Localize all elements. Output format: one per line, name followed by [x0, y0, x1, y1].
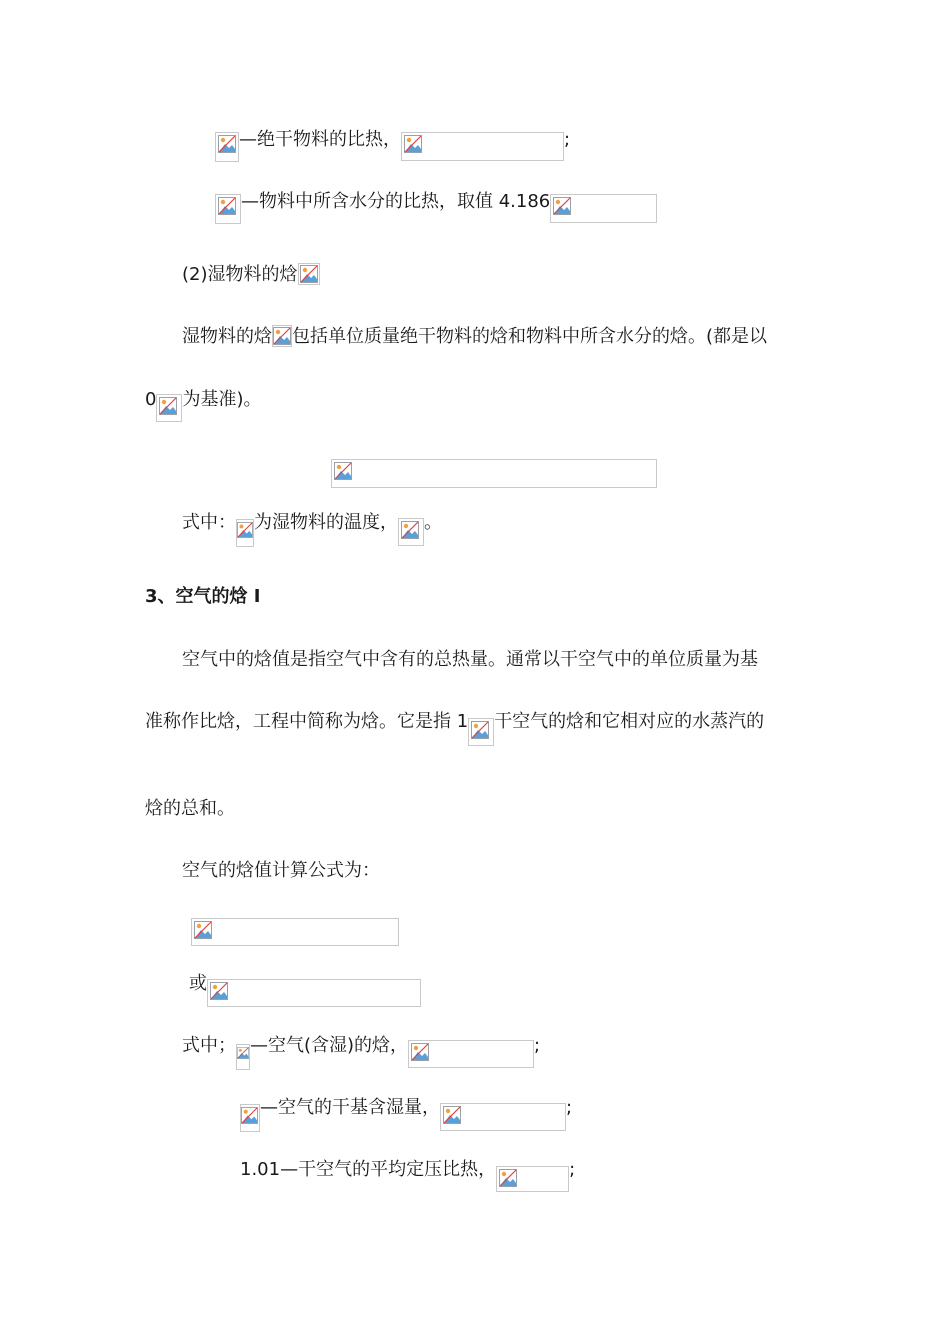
formula-image — [191, 918, 399, 946]
definition-text: —绝干物料的比热， — [239, 129, 401, 150]
broken-image-icon — [300, 265, 318, 283]
formula-image — [298, 263, 320, 285]
broken-image-icon — [241, 1107, 258, 1124]
subsection-title: (2)湿物料的焓 — [182, 264, 298, 285]
semicolon: ; — [569, 1159, 576, 1180]
definition-text: —空气的干基含湿量， — [260, 1097, 440, 1118]
formula-alternative — [189, 972, 421, 1007]
section-heading — [145, 585, 261, 609]
paragraph-air-enthalpy-2 — [145, 710, 764, 746]
paragraph-formula-intro — [182, 859, 380, 883]
broken-image-icon — [159, 397, 177, 415]
unit-image — [440, 1103, 566, 1131]
where-label: 式中： — [182, 512, 236, 533]
paragraph-text: 包括单位质量绝干物料的焓和物料中所含水分的焓。(都是以 — [292, 326, 768, 347]
broken-image-icon — [194, 921, 212, 939]
definition-moisture-content — [240, 1096, 572, 1132]
unit-image — [468, 718, 494, 746]
semicolon: ; — [534, 1035, 541, 1056]
section-title: 3、空气的焓 I — [145, 586, 261, 607]
paragraph-text: 空气的焓值计算公式为： — [182, 860, 380, 881]
broken-image-icon — [218, 135, 236, 153]
formula-image — [236, 519, 254, 547]
semicolon: ; — [566, 1097, 573, 1118]
formula-image — [272, 325, 292, 347]
definition-air-enthalpy — [182, 1034, 540, 1070]
period: 。 — [424, 512, 442, 533]
where-clause-temperature — [182, 511, 442, 547]
definition-dry-air-specific-heat — [240, 1158, 575, 1192]
paragraph-text: 0 — [145, 389, 157, 410]
definition-text: —物料中所含水分的比热，取值 4.186 — [241, 191, 551, 212]
broken-image-icon — [218, 197, 236, 215]
unit-image — [401, 132, 564, 161]
where-label: 式中； — [182, 1035, 236, 1056]
broken-image-icon — [411, 1043, 429, 1061]
paragraph-text: 空气中的焓值是指空气中含有的总热量。通常以干空气中的单位质量为基 — [182, 649, 758, 670]
paragraph-wet-material-enthalpy — [182, 325, 767, 349]
formula-image — [398, 518, 424, 546]
where-text: 为湿物料的温度， — [254, 512, 398, 533]
broken-image-icon — [443, 1106, 461, 1124]
broken-image-icon — [273, 327, 291, 345]
formula-block — [191, 918, 399, 946]
formula-image — [331, 459, 657, 488]
broken-image-icon — [471, 721, 489, 739]
paragraph-text: 干空气的焓和它相对应的水蒸汽的 — [494, 711, 765, 732]
definition-dry-material-specific-heat — [215, 128, 570, 162]
formula-image — [207, 979, 421, 1007]
paragraph-reference-temperature — [145, 388, 261, 422]
formula-block — [331, 459, 657, 488]
unit-image — [408, 1040, 534, 1068]
unit-image — [496, 1166, 569, 1192]
paragraph-text: 为基准)。 — [182, 389, 262, 410]
definition-text: 1.01—干空气的平均定压比热， — [240, 1159, 497, 1180]
paragraph-text: 准称作比焓，工程中简称为焓。它是指 1 — [145, 711, 469, 732]
paragraph-air-enthalpy-1 — [182, 648, 758, 672]
paragraph-text: 湿物料的焓 — [182, 326, 272, 347]
formula-image — [215, 194, 241, 224]
definition-text: —空气(含湿)的焓， — [250, 1035, 409, 1056]
semicolon: ; — [564, 129, 571, 150]
formula-image — [236, 1044, 250, 1070]
broken-image-icon — [334, 462, 352, 480]
formula-image — [240, 1104, 260, 1132]
broken-image-icon — [401, 521, 419, 539]
unit-image — [550, 194, 657, 223]
broken-image-icon — [404, 135, 422, 153]
formula-image — [156, 394, 182, 422]
broken-image-icon — [553, 197, 571, 215]
broken-image-icon — [237, 1047, 249, 1059]
formula-image — [215, 132, 239, 162]
subsection-wet-material-enthalpy — [182, 263, 320, 287]
or-label: 或 — [189, 973, 207, 994]
broken-image-icon — [210, 982, 228, 1000]
definition-water-specific-heat — [215, 190, 657, 224]
broken-image-icon — [237, 522, 253, 538]
broken-image-icon — [499, 1169, 517, 1187]
paragraph-text: 焓的总和。 — [145, 798, 235, 819]
paragraph-air-enthalpy-3 — [145, 797, 235, 821]
